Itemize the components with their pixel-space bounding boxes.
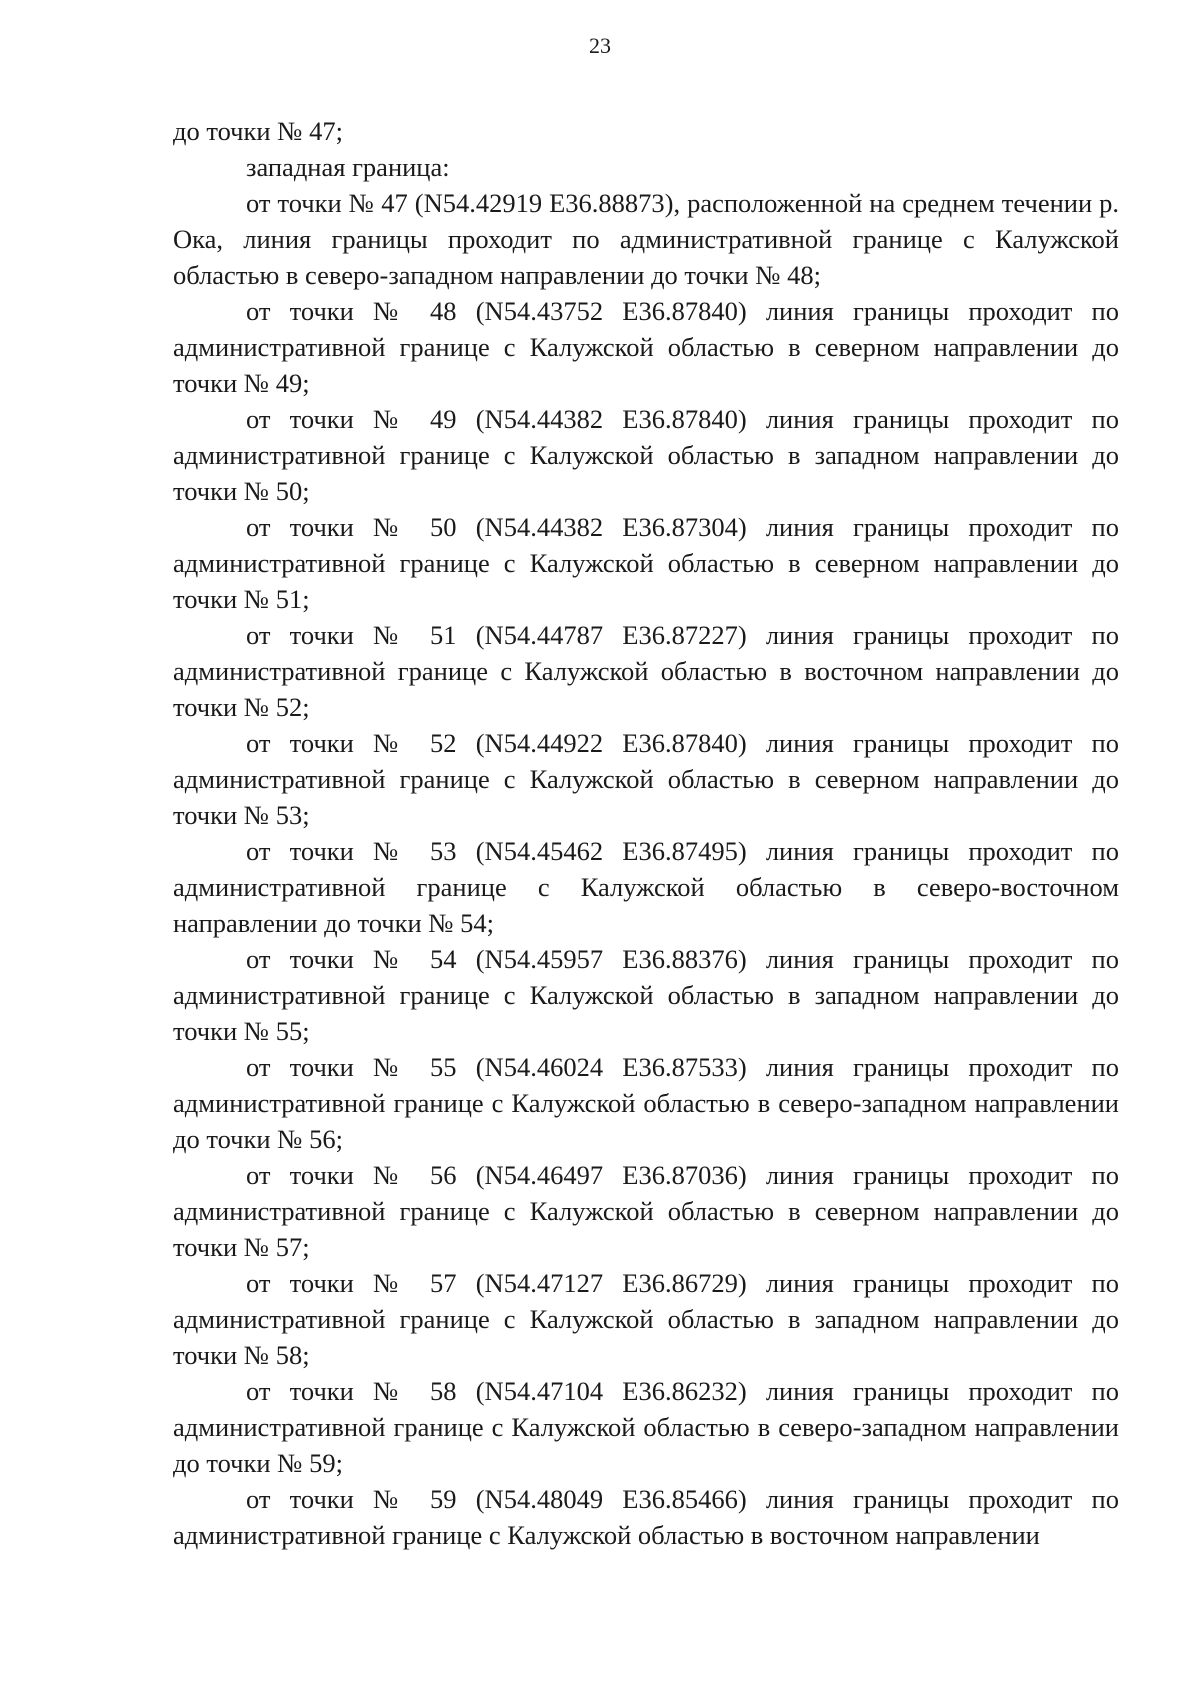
paragraph-point-49: от точки № 49 (N54.44382 E36.87840) линия границы проходит по административной границе с Калужской областью в западном направлении до точки № 50;	[173, 404, 1119, 506]
paragraph-point-51: от точки № 51 (N54.44787 E36.87227) линия границы проходит по административной границе с Калужской областью в восточном направлении до точки № 52;	[173, 620, 1119, 722]
paragraph-point-57: от точки № 57 (N54.47127 E36.86729) линия границы проходит по административной границе с Калужской областью в западном направлении до точки № 58;	[173, 1268, 1119, 1370]
paragraph-point-50: от точки № 50 (N54.44382 E36.87304) линия границы проходит по административной границе с Калужской областью в северном направлении до точки № 51;	[173, 512, 1119, 614]
paragraph-point-48: от точки № 48 (N54.43752 E36.87840) линия границы проходит по административной границе с Калужской областью в северном направлении до точки № 49;	[173, 296, 1119, 398]
paragraph-continuation: до точки № 47;	[173, 116, 343, 146]
paragraph-point-53: от точки № 53 (N54.45462 E36.87495) линия границы проходит по административной границе с Калужской областью в северо-восточном направлении до точки № 54;	[173, 836, 1119, 938]
paragraph-point-55: от точки № 55 (N54.46024 E36.87533) линия границы проходит по административной границе с Калужской областью в северо-западном направлении до точки № 56;	[173, 1052, 1119, 1154]
section-heading-western-border: западная граница:	[246, 152, 450, 182]
page-number: 23	[589, 33, 611, 58]
paragraph-point-52: от точки № 52 (N54.44922 E36.87840) линия границы проходит по административной границе с Калужской областью в северном направлении до точки № 53;	[173, 728, 1119, 830]
paragraph-point-59: от точки № 59 (N54.48049 E36.85466) линия границы проходит по административной границе с Калужской областью в восточном направлении	[173, 1484, 1119, 1550]
paragraph-point-54: от точки № 54 (N54.45957 E36.88376) линия границы проходит по административной границе с Калужской областью в западном направлении до точки № 55;	[173, 944, 1119, 1046]
document-body	[173, 113, 1119, 1553]
paragraph-point-58: от точки № 58 (N54.47104 E36.86232) линия границы проходит по административной границе с Калужской областью в северо-западном направлении до точки № 59;	[173, 1376, 1119, 1478]
paragraph-point-56: от точки № 56 (N54.46497 E36.87036) линия границы проходит по административной границе с Калужской областью в северном направлении до точки № 57;	[173, 1160, 1119, 1262]
paragraph-point-47: от точки № 47 (N54.42919 E36.88873), расположенной на среднем течении р. Ока, линия границы проходит по административной границе с Калужской областью в северо-западном направлении до точки № 48;	[173, 188, 1119, 290]
